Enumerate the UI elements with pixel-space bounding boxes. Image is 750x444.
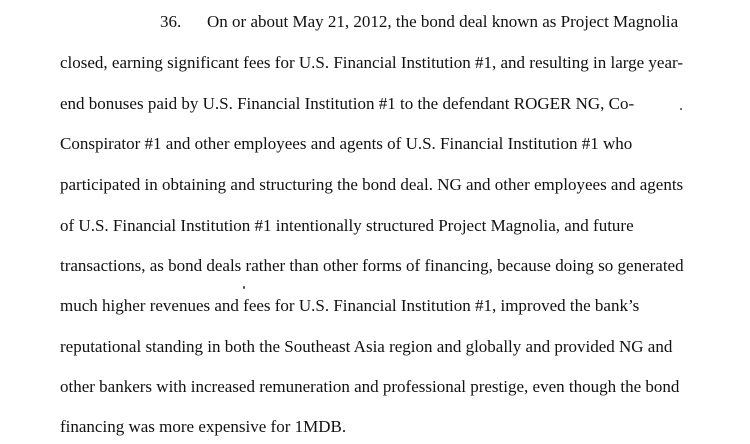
paragraph-line-11: financing was more expensive for 1MDB. [60, 417, 347, 436]
paragraph-line-5: participated in obtaining and structuring the bond deal. NG and other employees and agents [60, 175, 684, 194]
paragraph-line-10: other bankers with increased remuneration and professional prestige, even though the bond [60, 377, 680, 396]
paragraph-line-8: much higher revenues and fees for U.S. Financial Institution #1, improved the bank’s [60, 296, 640, 315]
paragraph-line-4: Conspirator #1 and other employees and agents of U.S. Financial Institution #1 who [60, 134, 633, 153]
paragraph-line-9: reputational standing in both the Southeast Asia region and globally and provided NG and [60, 337, 673, 356]
paragraph-line-7: transactions, as bond deals rather than other forms of financing, because doing so generated [60, 256, 684, 275]
paragraph-line-6: of U.S. Financial Institution #1 intentionally structured Project Magnolia, and future [60, 216, 634, 235]
paragraph-line-1: On or about May 21, 2012, the bond deal known as Project Magnolia [207, 12, 679, 31]
paragraph-line-2: closed, earning significant fees for U.S. Financial Institution #1, and resulting in large year- [60, 53, 683, 72]
paragraph-number: 36. [160, 12, 182, 31]
scan-speck [680, 108, 682, 110]
scan-speck [243, 286, 245, 289]
paragraph-line-3: end bonuses paid by U.S. Financial Institution #1 to the defendant ROGER NG, Co- [60, 94, 635, 113]
